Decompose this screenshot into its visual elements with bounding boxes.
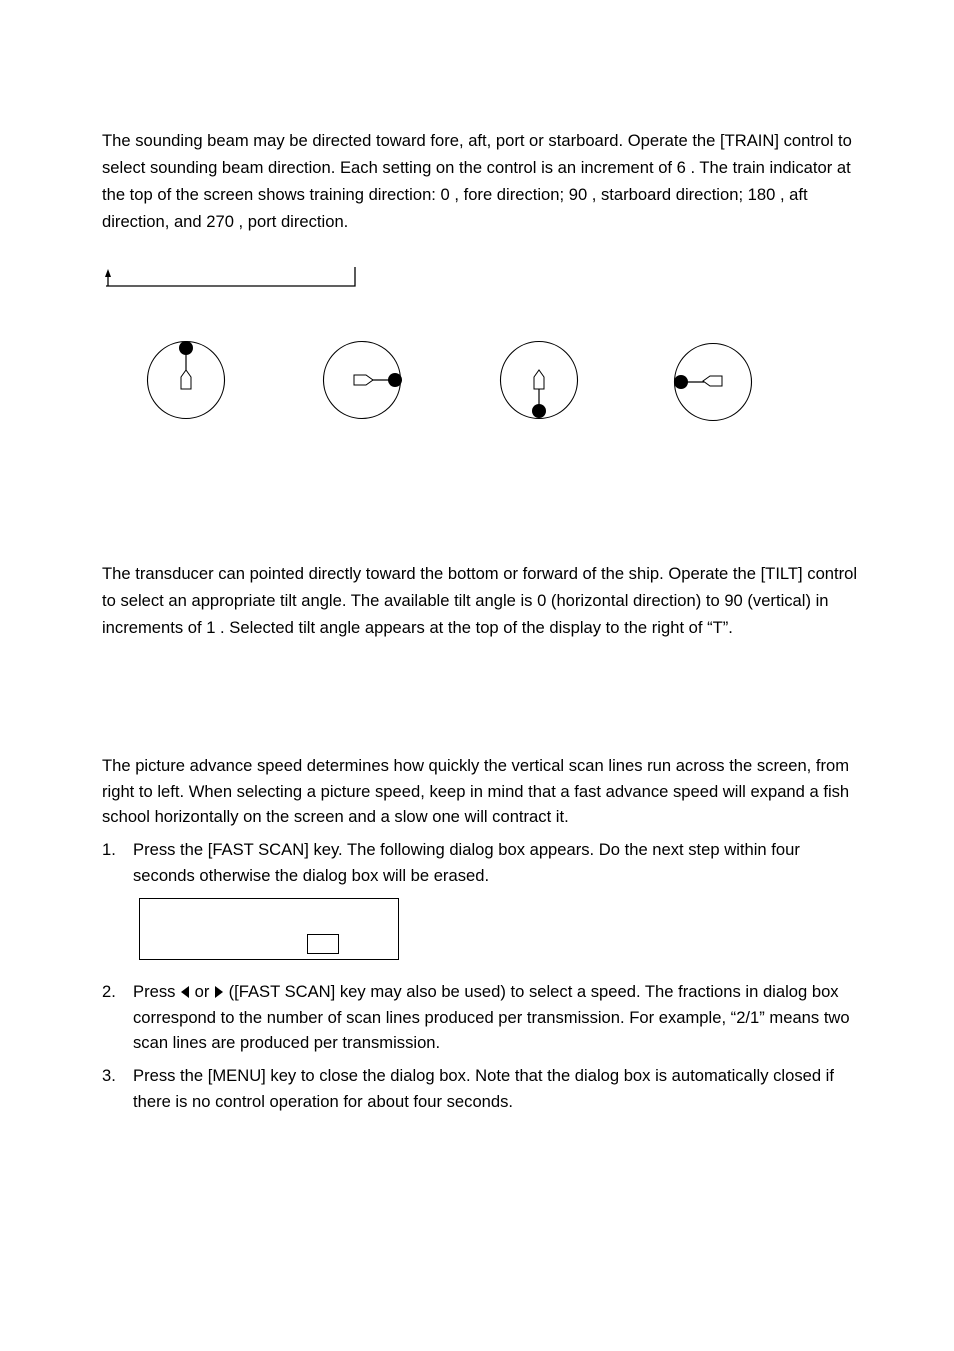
train-paragraph: The sounding beam may be directed toward fore, aft, port or starboard. Operate the [TRAIN] control to select sounding beam direction. Each setting on the control is an increment of 6 . The train indicator at the top of the screen shows training direction: 0 , fore direction; 90 , starboard direction; 180 , aft direction, and 270 , port direction. <box>102 131 852 231</box>
step-number: 3. <box>102 1066 116 1085</box>
step-text-part: or <box>190 982 215 1001</box>
train-indicator-bracket <box>100 266 360 290</box>
step-text: Press the [FAST SCAN] key. The following dialog box appears. Do the next step within four seconds otherwise the dialog box will be erased. <box>133 840 800 885</box>
train-diagram-180 <box>494 335 584 425</box>
left-arrow-icon <box>180 986 190 998</box>
step-text-part: ([FAST SCAN] key may also be used) to select a speed. The fractions in dialog box correspond to the number of scan lines produced per transmission. For example, “2/1” means two scan lines are produced per transmission. <box>133 982 850 1052</box>
step-text <box>133 979 858 1056</box>
train-diagram-270 <box>668 337 758 427</box>
speed-paragraph: The picture advance speed determines how quickly the vertical scan lines run across the screen, from right to left. When selecting a picture speed, keep in mind that a fast advance speed will expand a fish school horizontally on the screen and a slow one will contract it. <box>102 756 850 826</box>
step-number: 1. <box>102 840 116 859</box>
dialog-selected-option <box>307 934 339 954</box>
right-arrow-icon <box>214 986 224 998</box>
step-text: Press the [MENU] key to close the dialog box. Note that the dialog box is automatically closed if there is no control operation for about four seconds. <box>133 1066 834 1111</box>
step-text-part: Press <box>133 982 181 1001</box>
tilt-paragraph: The transducer can pointed directly toward the bottom or forward of the ship. Operate the [TILT] control to select an appropriate tilt angle. The available tilt angle is 0 (horizontal direction) to 90 (vertical) in increments of 1 . Selected tilt angle appears at the top of the display to the right of “T”. <box>102 564 858 637</box>
fast-scan-dialog <box>139 898 399 960</box>
train-diagram-0 <box>141 335 231 425</box>
train-diagram-90 <box>317 335 407 425</box>
step-number: 2. <box>102 982 116 1001</box>
